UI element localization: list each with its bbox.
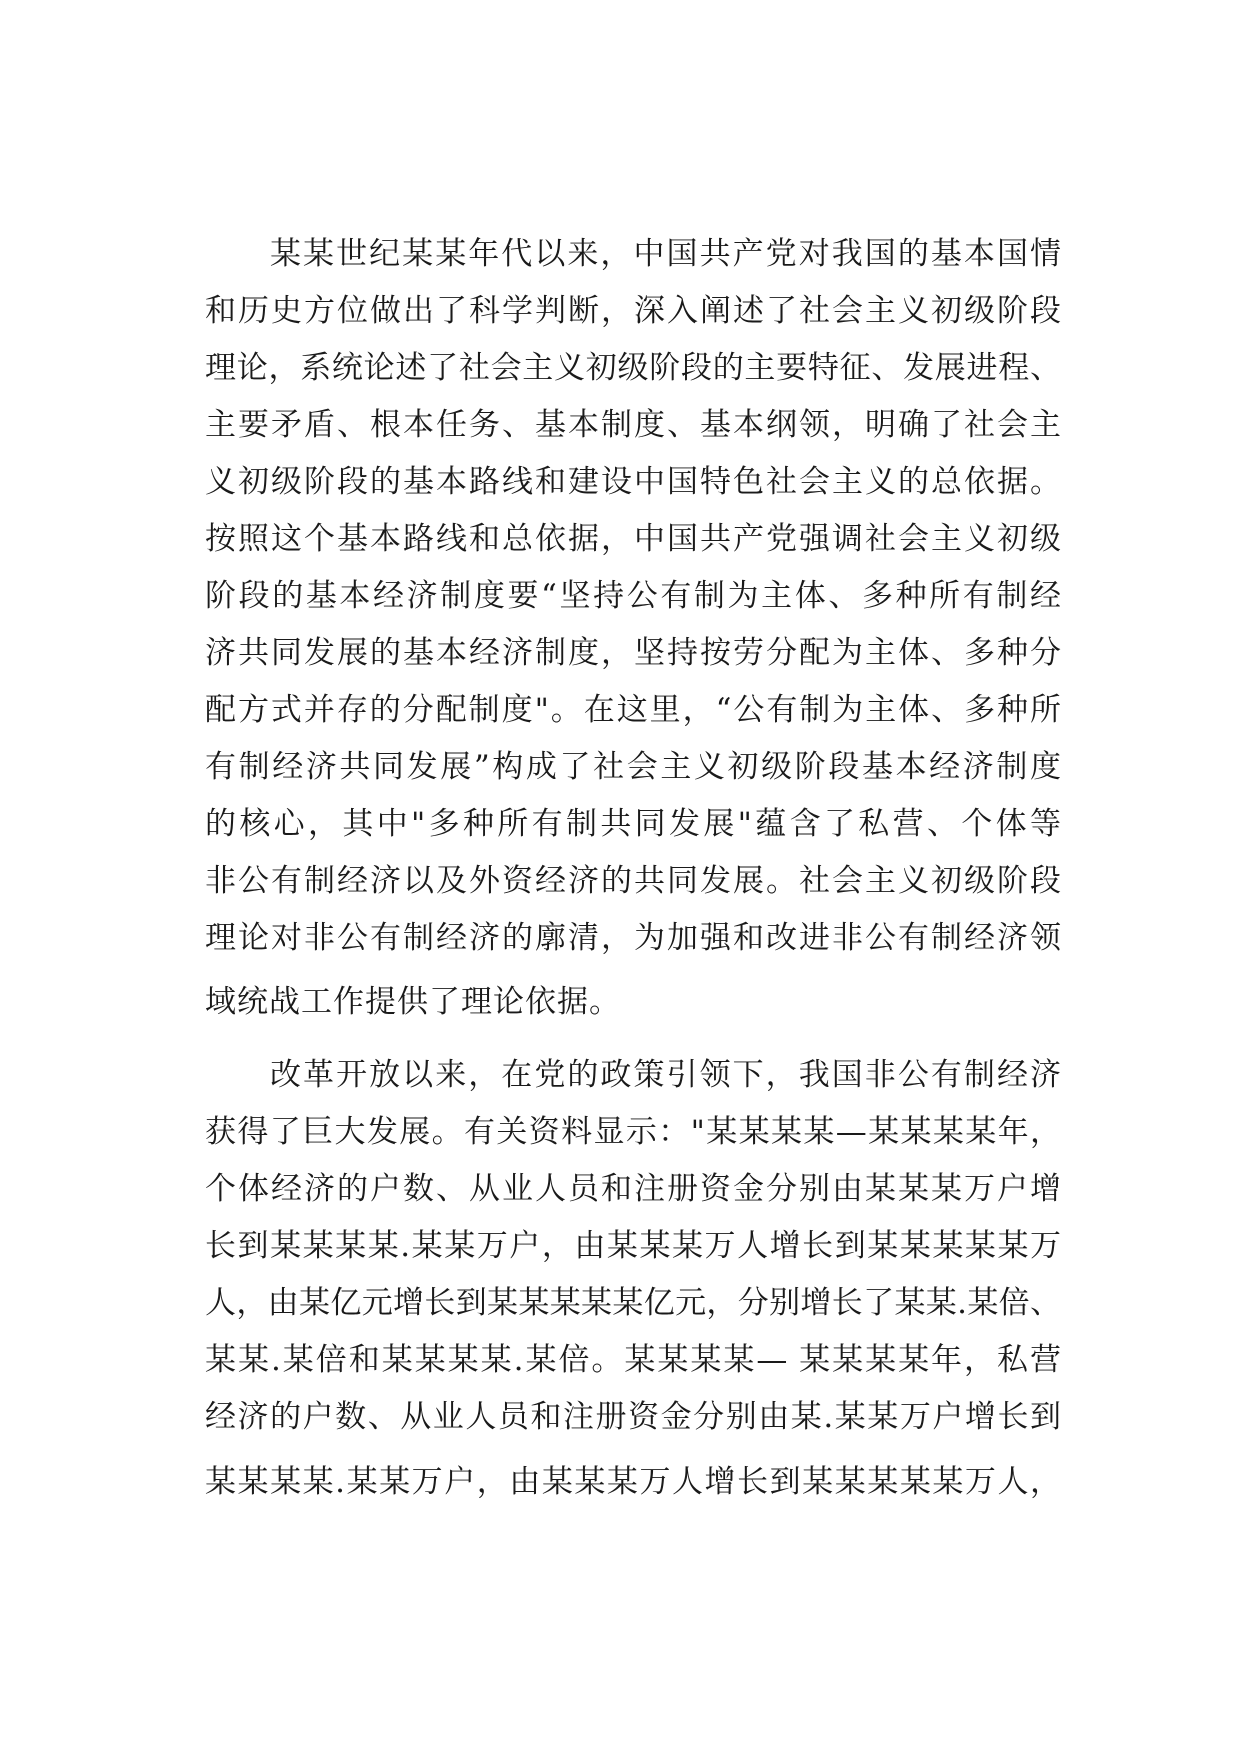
text-line: 某某某某.某某万户，由某某某万人增长到某某某某某万人， xyxy=(205,1464,1061,1500)
text-line: 长到某某某某.某某万户，由某某某万人增长到某某某某某万 xyxy=(205,1228,1061,1264)
text-line: 配方式并存的分配制度"。在这里，“公有制为主体、多种所 xyxy=(205,692,1061,728)
text-line: 阶段的基本经济制度要“坚持公有制为主体、多种所有制经 xyxy=(205,578,1061,614)
text-line: 人，由某亿元增长到某某某某某亿元，分别增长了某某.某倍、 xyxy=(205,1285,1061,1321)
text-line: 的核心，其中"多种所有制共同发展"蕴含了私营、个体等 xyxy=(205,806,1061,842)
text-line: 改革开放以来，在党的政策引领下，我国非公有制经济 xyxy=(270,1057,1061,1093)
text-line: 某某.某倍和某某某某.某倍。某某某某— 某某某某年，私营 xyxy=(205,1342,1061,1378)
text-line: 获得了巨大发展。有关资料显示："某某某某—某某某某年， xyxy=(205,1114,1061,1150)
text-line: 义初级阶段的基本路线和建设中国特色社会主义的总依据。 xyxy=(205,464,1061,500)
text-line: 有制经济共同发展”构成了社会主义初级阶段基本经济制度 xyxy=(205,749,1061,785)
text-line: 理论，系统论述了社会主义初级阶段的主要特征、发展进程、 xyxy=(205,350,1061,386)
text-line: 理论对非公有制经济的廓清，为加强和改进非公有制经济领 xyxy=(205,920,1061,956)
text-line: 经济的户数、从业人员和注册资金分别由某.某某万户增长到 xyxy=(205,1399,1061,1435)
text-line: 按照这个基本路线和总依据，中国共产党强调社会主义初级 xyxy=(205,521,1061,557)
text-line: 域统战工作提供了理论依据。 xyxy=(205,984,621,1020)
text-line: 主要矛盾、根本任务、基本制度、基本纲领，明确了社会主 xyxy=(205,407,1061,443)
text-line: 某某世纪某某年代以来，中国共产党对我国的基本国情 xyxy=(270,236,1061,272)
text-line: 非公有制经济以及外资经济的共同发展。社会主义初级阶段 xyxy=(205,863,1061,899)
text-line: 和历史方位做出了科学判断，深入阐述了社会主义初级阶段 xyxy=(205,293,1061,329)
text-line: 个体经济的户数、从业人员和注册资金分别由某某某万户增 xyxy=(205,1171,1061,1207)
text-line: 济共同发展的基本经济制度，坚持按劳分配为主体、多种分 xyxy=(205,635,1061,671)
